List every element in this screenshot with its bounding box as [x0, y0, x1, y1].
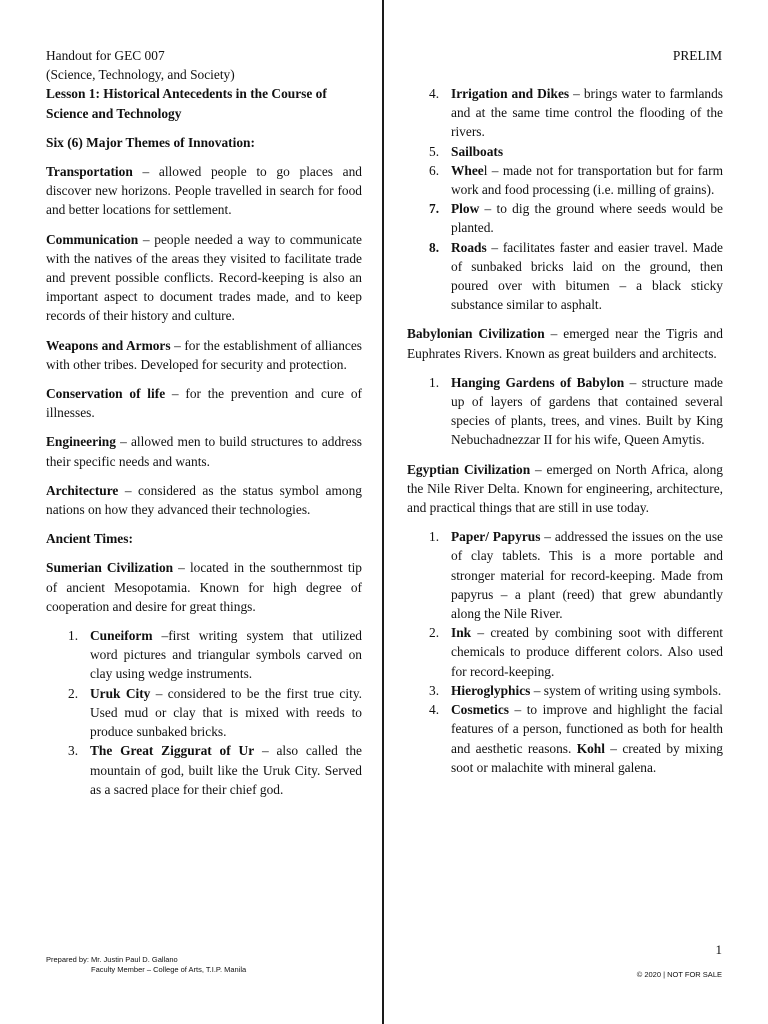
lesson-title: Lesson 1: Historical Antecedents in the Course of Science and Technology — [46, 86, 327, 121]
theme-engineering: Engineering – allowed men to build structures to address their specific needs and wants. — [46, 434, 362, 469]
ancient-times-heading: Ancient Times: — [46, 531, 133, 547]
list-item: 2. Ink – created by combining soot with different chemicals to produce different colors. Also used for record-keeping. — [429, 625, 723, 679]
footer-credits — [46, 955, 246, 975]
theme-architecture: Architecture – considered as the status symbol among nations on how they advanced their technologies. — [46, 482, 362, 518]
list-item: 2. Uruk City – considered to be the first true city. Used mud or clay that is mixed with reeds to produce sunbaked bricks. — [68, 685, 362, 740]
left-column — [46, 46, 362, 809]
theme-communication: Communication – people needed a way to communicate with the natives of the areas they visited to facilitate trade and prevent possible conflicts. Record-keeping is also an important aspect to document trades made, and to keep records of their history and culture. — [46, 231, 362, 324]
list-item: 4. Cosmetics – to improve and highlight the facial features of a person, functioned as both for health and aesthetic reasons. Kohl – created by mixing soot or malachite with mineral galena. — [429, 702, 723, 775]
sumerian-list-part2 — [407, 84, 723, 314]
course-name: (Science, Technology, and Society) — [46, 67, 235, 83]
babylonian-intro: Babylonian Civilization – emerged near the Tigris and Euphrates Rivers. Known as great builders and architects. — [407, 326, 723, 361]
column-divider — [382, 0, 384, 1024]
theme-transportation: Transportation – allowed people to go places and discover new horizons. People travelled in search for food and better locations for settlement. — [46, 164, 362, 218]
list-item: 1. Hanging Gardens of Babylon – structure made up of layers of gardens that contained several species of plants, trees, and vines. Built by King Nebuchadnezzar II for his wife, Queen Amytis. — [429, 374, 723, 448]
list-item: 3. Hieroglyphics – system of writing using symbols. — [429, 682, 722, 698]
list-item: 3. The Great Ziggurat of Ur – also called the mountain of god, built like the Uruk City. Served as a sacred place for their chief god. — [68, 743, 362, 797]
prepared-by: Prepared by: Mr. Justin Paul D. Gallano — [46, 955, 178, 964]
themes-heading: Six (6) Major Themes of Innovation: — [46, 134, 255, 150]
list-item: 6. Wheel – made not for transportation but for farm work and food processing (i.e. milling of grains). — [429, 162, 723, 198]
list-item: 1. Paper/ Papyrus – addressed the issues on the use of clay tablets. This is a more portable and stronger material for record-keeping. Made from papyrus – a plant (reed) that grew abundantly along the Nile River. — [429, 529, 723, 622]
handout-title: Handout for GEC 007 — [46, 48, 165, 63]
page-number: 1 — [715, 942, 722, 957]
list-item: 4. Irrigation and Dikes – brings water to farmlands and at the same time control the flooding of the rivers. — [429, 86, 724, 140]
theme-weapons: Weapons and Armors – for the establishment of alliances with other tribes. Developed for security and protection. — [46, 337, 362, 372]
term-label: PRELIM — [672, 48, 722, 63]
right-column — [407, 84, 723, 787]
copyright-notice: © 2020 | NOT FOR SALE — [636, 970, 722, 979]
list-item: 5. Sailboats — [429, 143, 504, 159]
sumerian-intro: Sumerian Civilization – located in the southernmost tip of ancient Mesopotamia. Known for high degree of cooperation and desire for great things. — [46, 560, 362, 614]
babylonian-list — [407, 373, 723, 450]
faculty-info: Faculty Member – College of Arts, T.I.P. Manila — [91, 965, 247, 974]
list-item: 7. Plow – to dig the ground where seeds would be planted. — [429, 201, 723, 236]
list-item: 8. Roads – facilitates faster and easier travel. Made of sunbaked bricks laid on the ground, then poured over with bitumen – a black sticky substance similar to asphalt. — [429, 239, 723, 313]
theme-conservation: Conservation of life – for the prevention and cure of illnesses. — [46, 386, 362, 421]
egyptian-list — [407, 527, 723, 777]
list-item: 1. Cuneiform –first writing system that utilized word pictures and triangular symbols carved on clay using wedge instruments. — [68, 628, 362, 682]
egyptian-intro: Egyptian Civilization – emerged on North Africa, along the Nile River Delta. Known for engineering, architecture, and practical things that are still in use today. — [407, 461, 723, 516]
sumerian-list-part1 — [46, 626, 362, 799]
